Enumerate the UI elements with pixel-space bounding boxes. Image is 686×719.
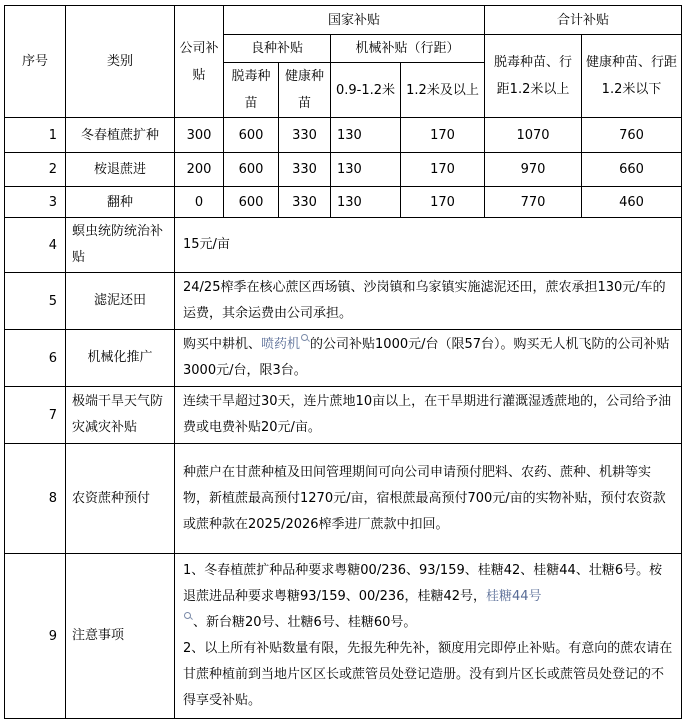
row-description: 种蔗户在甘蔗种植及田间管理期间可向公司申请预付肥料、农药、蔗种、机耕等实物，新植蔗最高预付1270元/亩，宿根蔗最高预付700元/亩的实物补贴，预付农资款或蔗种款在2025/2026榨季进厂蔗款中扣回。 <box>175 444 682 554</box>
magnifier-icon[interactable] <box>301 334 308 341</box>
header-total-a: 脱毒种苗、行距1.2米以上 <box>485 35 582 118</box>
sprayer-link[interactable]: 喷药机 <box>261 337 301 352</box>
row-category: 农资蔗种预付 <box>66 444 175 554</box>
table-row <box>5 554 682 719</box>
header-category: 类别 <box>66 6 175 118</box>
row-total-a: 770 <box>485 187 582 218</box>
header-mach-b: 1.2米及以上 <box>401 63 485 118</box>
table-row <box>5 218 682 273</box>
desc-text: 的公司补贴1000元/台（限57台）。购买无人机飞防的公司补贴3000元/台，限3台。 <box>183 337 670 378</box>
subsidy-table <box>4 5 682 719</box>
row-category: 机械化推广 <box>66 330 175 387</box>
row-index: 2 <box>5 153 66 187</box>
row-description: 连续干旱超过30天，连片蔗地10亩以上，在干旱期进行灌溉湿透蔗地的，公司给予油费或电费补贴20元/亩。 <box>175 387 682 444</box>
header-total: 合计补贴 <box>485 6 682 35</box>
row-healthy: 330 <box>279 153 331 187</box>
header-mach-a: 0.9-1.2米 <box>331 63 401 118</box>
row-index: 7 <box>5 387 66 444</box>
header-seed: 良种补贴 <box>224 35 331 63</box>
row-description <box>175 554 682 719</box>
row-total-b: 760 <box>582 118 682 153</box>
note-text: 1、冬春植蔗扩种品种要求粤糖00/236、93/159、桂糖42、桂糖44、壮糖6号。桉退蔗进品种要求粤糖93/159、00/236，桂糖42号， <box>183 563 663 604</box>
table-row <box>5 273 682 330</box>
row-category: 注意事项 <box>66 554 175 719</box>
row-detox: 600 <box>224 153 279 187</box>
table-row <box>5 387 682 444</box>
row-company: 0 <box>175 187 224 218</box>
row-index: 5 <box>5 273 66 330</box>
row-category: 桉退蔗进 <box>66 153 175 187</box>
table-row <box>5 153 682 187</box>
row-total-b: 660 <box>582 153 682 187</box>
row-category: 极端干旱天气防灾减灾补贴 <box>66 387 175 444</box>
row-total-a: 970 <box>485 153 582 187</box>
row-description <box>175 330 682 387</box>
row-category: 螟虫统防统治补贴 <box>66 218 175 273</box>
row-mach-b: 170 <box>401 118 485 153</box>
variety-link[interactable]: 桂糖44号 <box>486 589 542 604</box>
header-company: 公司补贴 <box>175 6 224 118</box>
header-machine: 机械补贴（行距） <box>331 35 485 63</box>
row-index: 4 <box>5 218 66 273</box>
row-company: 300 <box>175 118 224 153</box>
row-healthy: 330 <box>279 118 331 153</box>
row-detox: 600 <box>224 118 279 153</box>
table-row <box>5 444 682 554</box>
row-total-a: 1070 <box>485 118 582 153</box>
row-index: 6 <box>5 330 66 387</box>
row-company: 200 <box>175 153 224 187</box>
row-description: 15元/亩 <box>175 218 682 273</box>
row-mach-b: 170 <box>401 153 485 187</box>
note-2: 2、以上所有补贴数量有限，先报先种先补，额度用完即停止补贴。有意向的蔗农请在甘蔗种植前到当地片区区长或蔗管员处登记造册。没有到片区长或蔗管员处登记的不得享受补贴。 <box>183 641 673 708</box>
row-total-b: 460 <box>582 187 682 218</box>
table-row <box>5 330 682 387</box>
row-mach-a: 130 <box>331 153 401 187</box>
desc-text: 购买中耕机、 <box>183 337 262 352</box>
row-mach-a: 130 <box>331 187 401 218</box>
row-mach-a: 130 <box>331 118 401 153</box>
row-category: 滤泥还田 <box>66 273 175 330</box>
header-total-b: 健康种苗、行距1.2米以下 <box>582 35 682 118</box>
header-national: 国家补贴 <box>224 6 485 35</box>
row-category: 冬春植蔗扩种 <box>66 118 175 153</box>
row-mach-b: 170 <box>401 187 485 218</box>
header-healthy: 健康种苗 <box>279 63 331 118</box>
magnifier-icon[interactable] <box>184 612 191 619</box>
note-1 <box>183 558 673 636</box>
row-description: 24/25榨季在核心蔗区西场镇、沙岗镇和乌家镇实施滤泥还田，蔗农承担130元/车的运费，其余运费由公司承担。 <box>175 273 682 330</box>
note-text: 、新台糖20号、壮糖6号、桂糖60号。 <box>193 615 417 630</box>
table-row <box>5 118 682 153</box>
row-index: 8 <box>5 444 66 554</box>
row-index: 9 <box>5 554 66 719</box>
row-index: 1 <box>5 118 66 153</box>
header-detox: 脱毒种苗 <box>224 63 279 118</box>
row-detox: 600 <box>224 187 279 218</box>
row-category: 翻种 <box>66 187 175 218</box>
table-row <box>5 187 682 218</box>
header-index: 序号 <box>5 6 66 118</box>
row-index: 3 <box>5 187 66 218</box>
row-healthy: 330 <box>279 187 331 218</box>
